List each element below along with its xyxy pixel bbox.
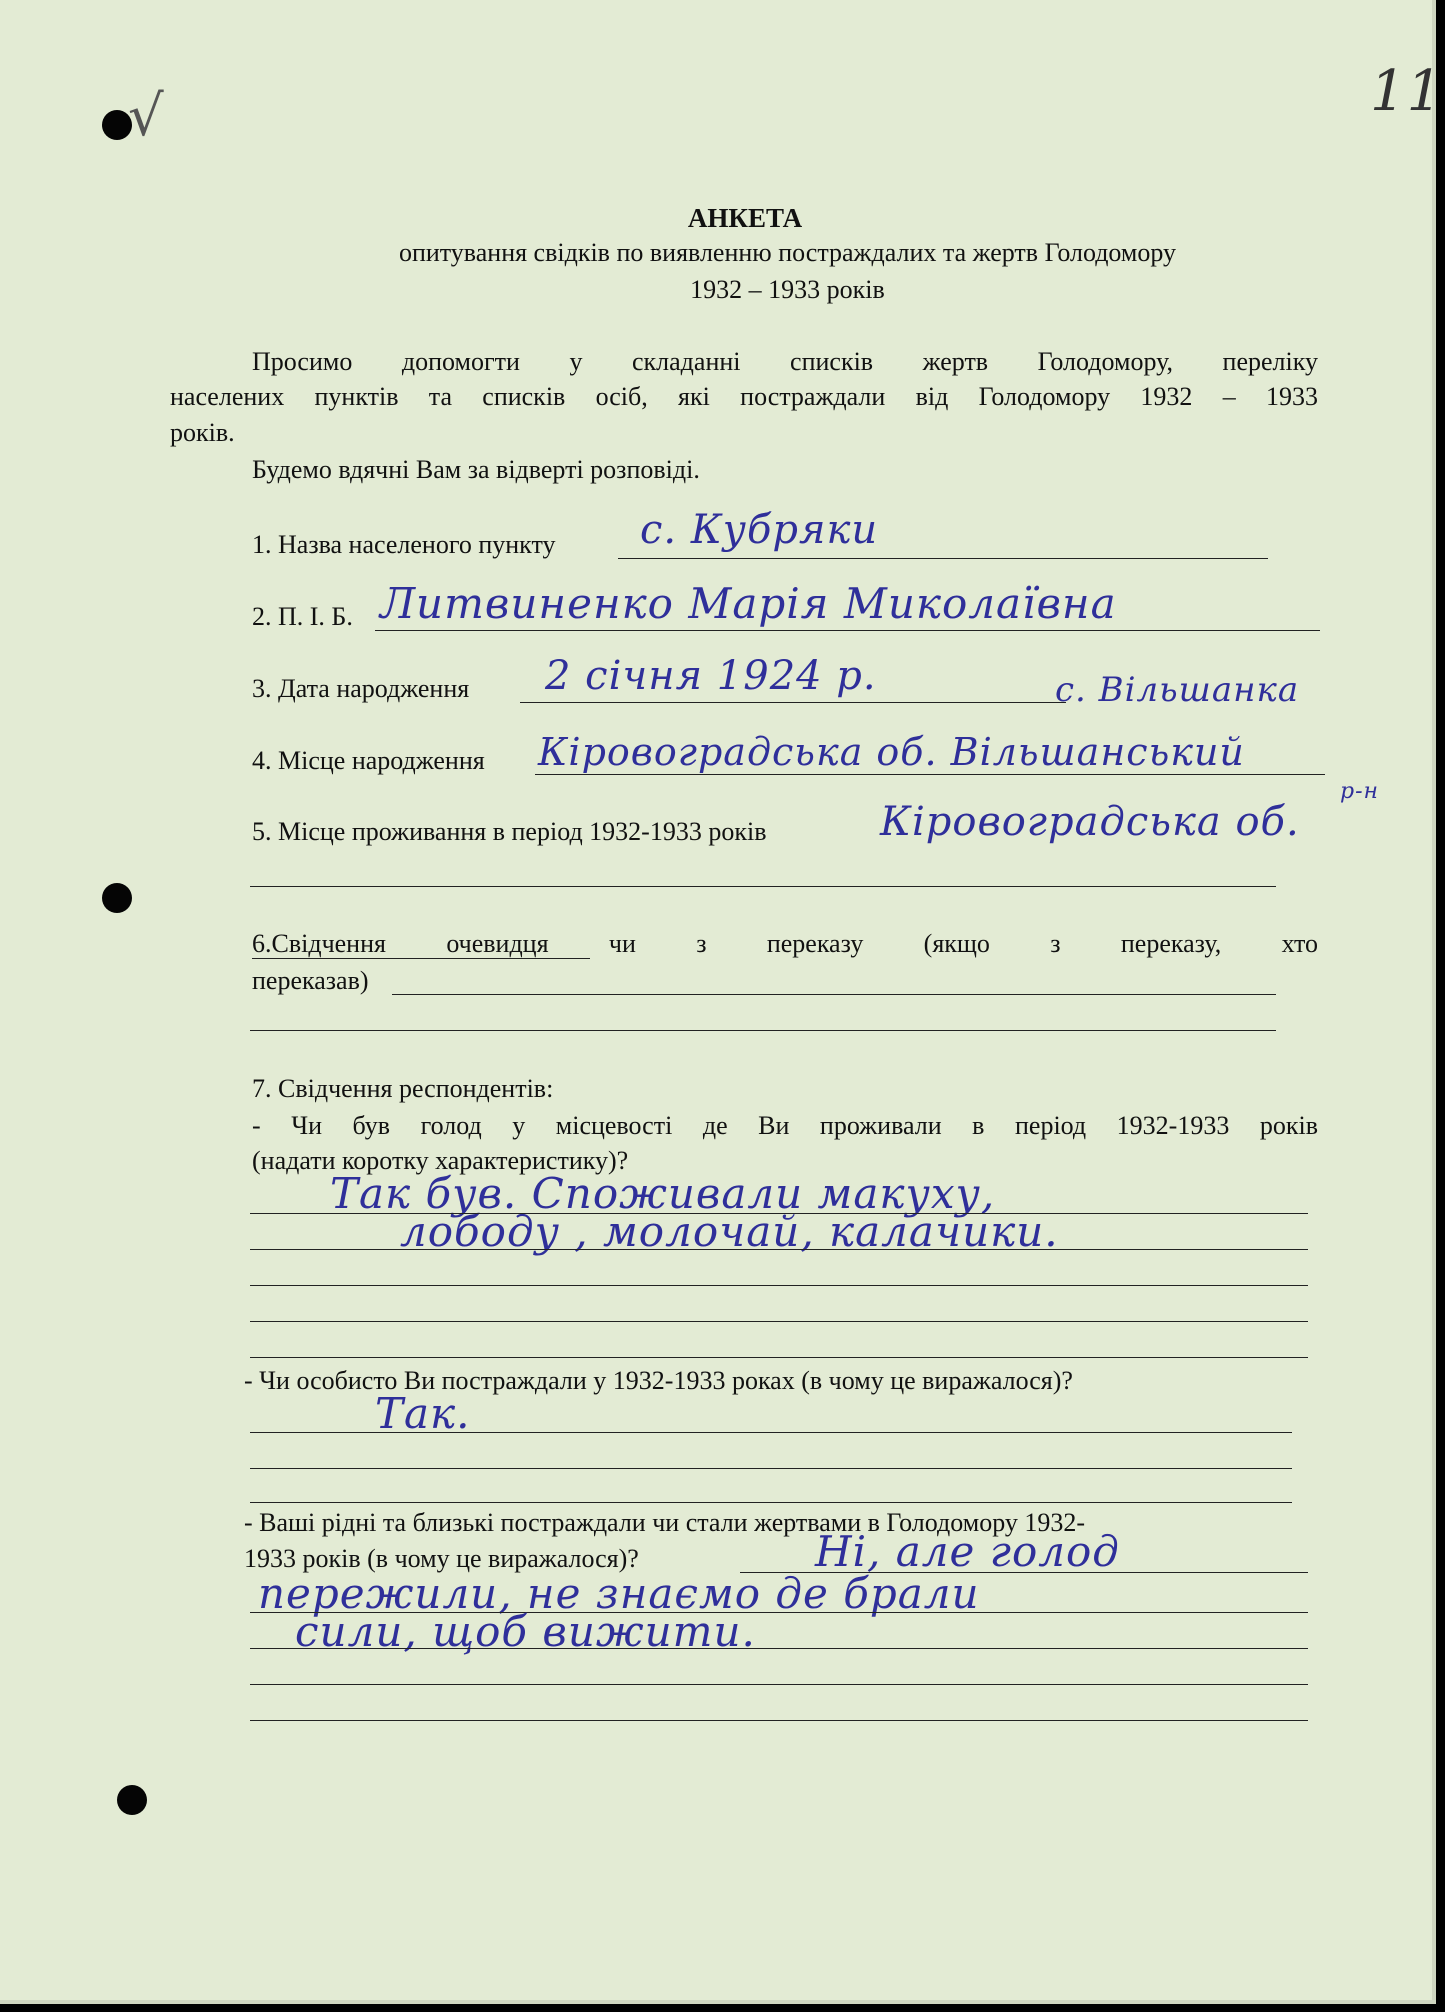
q5-answer: Кіровоградська об. bbox=[880, 799, 1300, 845]
q2-answer: Литвиненко Марія Миколаївна bbox=[380, 579, 1117, 628]
q6-line-1: 6.Свідчення очевидця чи з переказу (якщо з переказу, хто bbox=[252, 929, 1318, 958]
punch-hole-bottom bbox=[117, 1785, 147, 1815]
q3-answer: 2 січня 1924 р. bbox=[545, 653, 877, 699]
form-subtitle: опитування свідків по виявленню постраждалих та жертв Голодомору bbox=[398, 238, 1177, 267]
q4-label: 4. Місце народження bbox=[252, 746, 485, 775]
q7a-line-b bbox=[250, 1249, 1308, 1250]
q6-line-a bbox=[392, 994, 1276, 995]
intro-line-3: років. bbox=[170, 418, 235, 447]
q7c-answer-line-2: пережили, не знаємо де брали bbox=[258, 1569, 980, 1618]
q1-answer: с. Кубряки bbox=[640, 507, 879, 553]
q7a-line-d bbox=[250, 1321, 1308, 1322]
form-title: АНКЕТА bbox=[687, 203, 803, 233]
q7c-line-c bbox=[250, 1648, 1308, 1649]
q7b-answer: Так. bbox=[375, 1389, 471, 1438]
page-number: 11 bbox=[1370, 59, 1444, 124]
q3-label: 3. Дата народження bbox=[252, 674, 470, 703]
q2-line bbox=[375, 630, 1320, 631]
q5-label: 5. Місце проживання в період 1932-1933 років bbox=[252, 817, 767, 846]
q2-label: 2. П. І. Б. bbox=[252, 602, 353, 631]
q5-line-2 bbox=[250, 886, 1276, 887]
q1-label: 1. Назва населеного пункту bbox=[252, 530, 556, 559]
q7b-question: - Чи особисто Ви постраждали у 1932-1933 роках (в чому це виражалося)? bbox=[244, 1366, 1073, 1395]
intro-line-2: населених пунктів та списків осіб, які постраждали від Голодомору 1932 – 1933 bbox=[170, 382, 1318, 411]
q4-answer-village: с. Вільшанка bbox=[1055, 670, 1300, 710]
q7a-line-e bbox=[250, 1357, 1308, 1358]
q7c-question-line-1: - Ваші рідні та близькі постраждали чи стали жертвами в Голодомору 1932- bbox=[244, 1508, 1086, 1537]
q1-line bbox=[618, 558, 1268, 559]
q7a-answer-line-2: лободу , молочай, калачики. bbox=[400, 1207, 1059, 1256]
q7b-line-b bbox=[250, 1468, 1292, 1469]
q4-answer-district: р-н bbox=[1340, 779, 1380, 804]
q7a-line-2: (надати коротку характеристику)? bbox=[252, 1146, 629, 1175]
q6-underline-eyewitness bbox=[252, 958, 590, 959]
section7-heading: 7. Свідчення респондентів: bbox=[252, 1074, 554, 1103]
q7a-line-c bbox=[250, 1285, 1308, 1286]
q6-line-b bbox=[250, 1030, 1276, 1031]
q7c-line-d bbox=[250, 1684, 1308, 1685]
q7c-answer-line-1: Ні, але голод bbox=[815, 1527, 1120, 1576]
q4-answer: Кіровоградська об. Вільшанський bbox=[538, 730, 1245, 774]
q7c-question-line-2: 1933 років (в чому це виражалося)? bbox=[244, 1544, 639, 1573]
q7b-line-c bbox=[250, 1502, 1292, 1503]
check-mark: √ bbox=[128, 84, 165, 149]
punch-hole-middle bbox=[102, 883, 132, 913]
q7c-line-e bbox=[250, 1720, 1308, 1721]
q3-line bbox=[520, 702, 1066, 703]
q7a-line-1: - Чи був голод у місцевості де Ви проживали в період 1932-1933 років bbox=[252, 1111, 1318, 1140]
intro-line-1: Просимо допомогти у складанні списків жертв Голодомору, переліку bbox=[252, 347, 1318, 376]
q6-line-2: переказав) bbox=[252, 966, 369, 995]
intro-thanks: Будемо вдячні Вам за відверті розповіді. bbox=[252, 455, 700, 484]
q7b-line-a bbox=[250, 1432, 1292, 1433]
q7a-line-a bbox=[250, 1213, 1308, 1214]
q7c-answer-line-3: сили, щоб вижити. bbox=[295, 1607, 756, 1656]
form-subtitle-years: 1932 – 1933 років bbox=[690, 275, 885, 304]
q7a-answer-line-1: Так був. Споживали макуху, bbox=[330, 1169, 996, 1218]
q4-line bbox=[535, 774, 1325, 775]
